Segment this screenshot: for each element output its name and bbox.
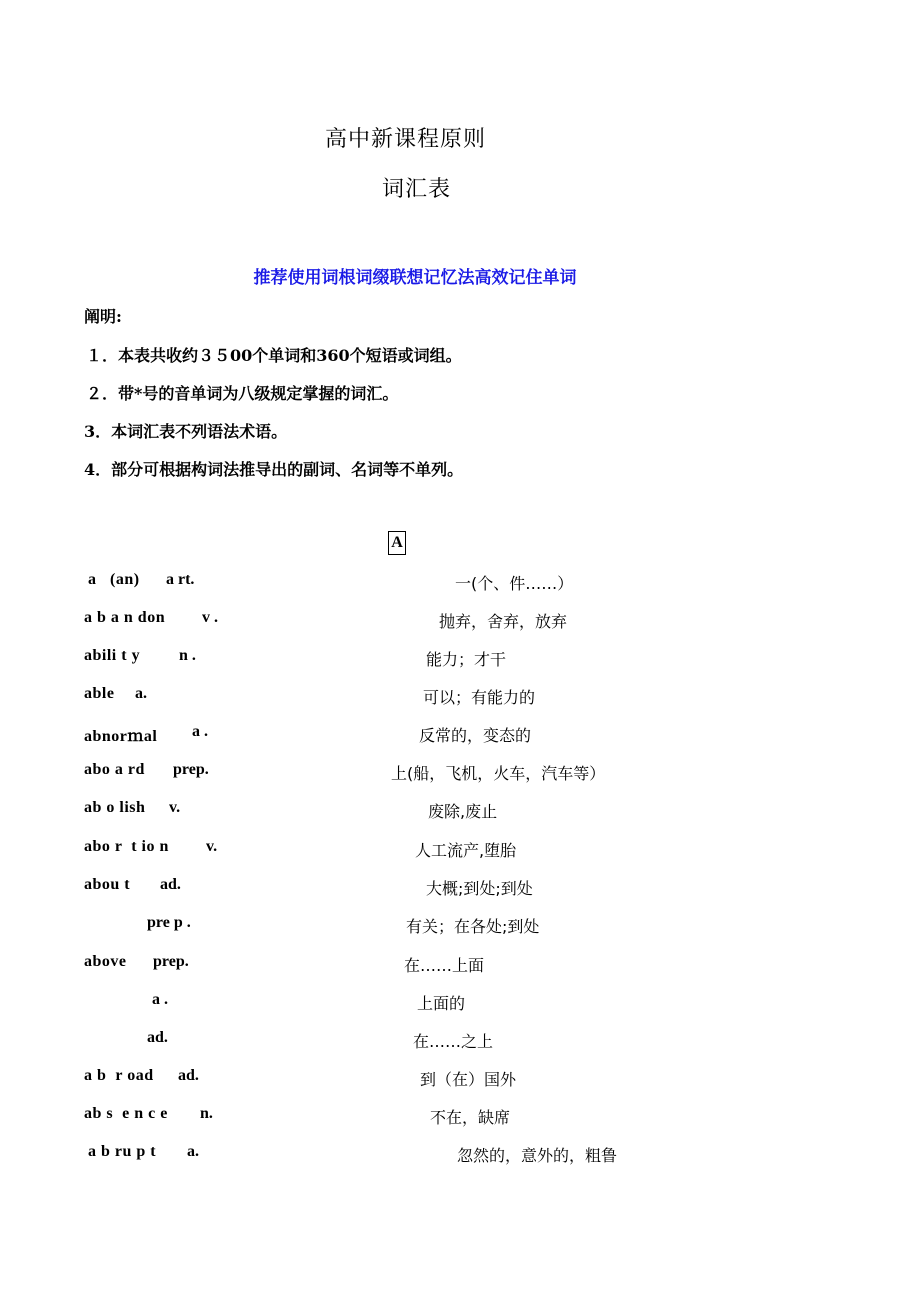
entry-pos: n. xyxy=(200,1105,213,1122)
entry-word: a (an) xyxy=(88,571,140,588)
entry-meaning: 废除,废止 xyxy=(428,802,498,821)
entry-meaning: 抛弃，舍弃，放弃 xyxy=(439,612,568,631)
page-subtitle: 词汇表 xyxy=(382,177,452,202)
entry-row xyxy=(0,1067,920,1091)
entry-meaning: 不在，缺席 xyxy=(430,1108,511,1127)
entry-row xyxy=(0,571,920,595)
page-title: 高中新课程原则 xyxy=(325,127,487,152)
entry-pos: v . xyxy=(202,609,218,626)
entry-word: ab o lish xyxy=(84,799,146,816)
entry-row xyxy=(0,1105,920,1129)
entry-pos: a. xyxy=(187,1143,199,1160)
entry-meaning: 在……上面 xyxy=(404,956,485,975)
entry-word: a b ru p t xyxy=(88,1143,157,1160)
entry-meaning: 上面的 xyxy=(417,994,466,1013)
notes-heading: 阐明: xyxy=(84,307,122,326)
entry-word: able xyxy=(84,685,115,702)
entry-meaning: 人工流产,堕胎 xyxy=(415,841,517,860)
entry-pos: prep. xyxy=(173,761,209,778)
note-item-1: １．本表共收约３５00个单词和360个短语或词组。 xyxy=(86,346,462,365)
entry-word: abili t y xyxy=(84,647,141,664)
entry-row xyxy=(0,723,920,747)
entry-pos: n . xyxy=(179,647,196,664)
entry-row xyxy=(0,876,920,900)
entry-row xyxy=(0,647,920,671)
entry-meaning: 忽然的，意外的，粗鲁 xyxy=(457,1146,618,1165)
entry-row xyxy=(0,914,920,938)
entry-pos: v. xyxy=(169,799,181,816)
entry-word: above xyxy=(84,953,127,970)
entry-word: abo a rd xyxy=(84,761,145,778)
entry-row xyxy=(0,685,920,709)
entry-pos: pre p . xyxy=(147,914,191,931)
entry-row xyxy=(0,953,920,977)
entry-row xyxy=(0,838,920,862)
entry-meaning: 可以；有能力的 xyxy=(423,688,536,707)
entry-word: a b r oad xyxy=(84,1067,154,1084)
entry-meaning: 能力；才干 xyxy=(426,650,507,669)
entry-pos: ad. xyxy=(160,876,181,893)
entry-word: abou t xyxy=(84,876,131,893)
entry-meaning: 在……之上 xyxy=(413,1032,494,1051)
entry-word: a b a n don xyxy=(84,609,166,626)
entry-pos: ad. xyxy=(147,1029,168,1046)
section-letter: A xyxy=(388,531,406,555)
entry-row xyxy=(0,1143,920,1167)
entry-row xyxy=(0,799,920,823)
entry-row xyxy=(0,609,920,633)
entry-pos: a. xyxy=(135,685,147,702)
entry-word: abo r t io n xyxy=(84,838,169,855)
entry-meaning: 一(个、件……） xyxy=(455,574,574,593)
note-item-4: 4．部分可根据构词法推导出的副词、名词等不单列。 xyxy=(84,460,464,479)
entry-row xyxy=(0,991,920,1015)
entry-row xyxy=(0,761,920,785)
entry-word: abnorｍal xyxy=(84,728,158,745)
entry-pos: ad. xyxy=(178,1067,199,1084)
entry-pos: v. xyxy=(206,838,218,855)
entry-row xyxy=(0,1029,920,1053)
note-item-2: ２．带*号的音单词为八级规定掌握的词汇。 xyxy=(86,384,399,403)
tip-link[interactable]: 推荐使用词根词缀联想记忆法高效记住单词 xyxy=(253,268,577,288)
entry-meaning: 大概;到处;到处 xyxy=(426,879,533,898)
entry-pos: prep. xyxy=(153,953,189,970)
entry-pos: a . xyxy=(152,991,168,1008)
note-item-3: 3．本词汇表不列语法术语。 xyxy=(84,422,288,441)
entry-meaning: 反常的，变态的 xyxy=(419,726,532,745)
entry-pos: a . xyxy=(192,723,208,740)
entry-word: ab s e n c e xyxy=(84,1105,168,1122)
entry-meaning: 有关；在各处;到处 xyxy=(406,917,540,936)
entry-meaning: 到（在）国外 xyxy=(420,1070,517,1089)
entry-meaning: 上(船，飞机，火车，汽车等） xyxy=(391,764,606,783)
entry-pos: a rt. xyxy=(166,571,195,588)
